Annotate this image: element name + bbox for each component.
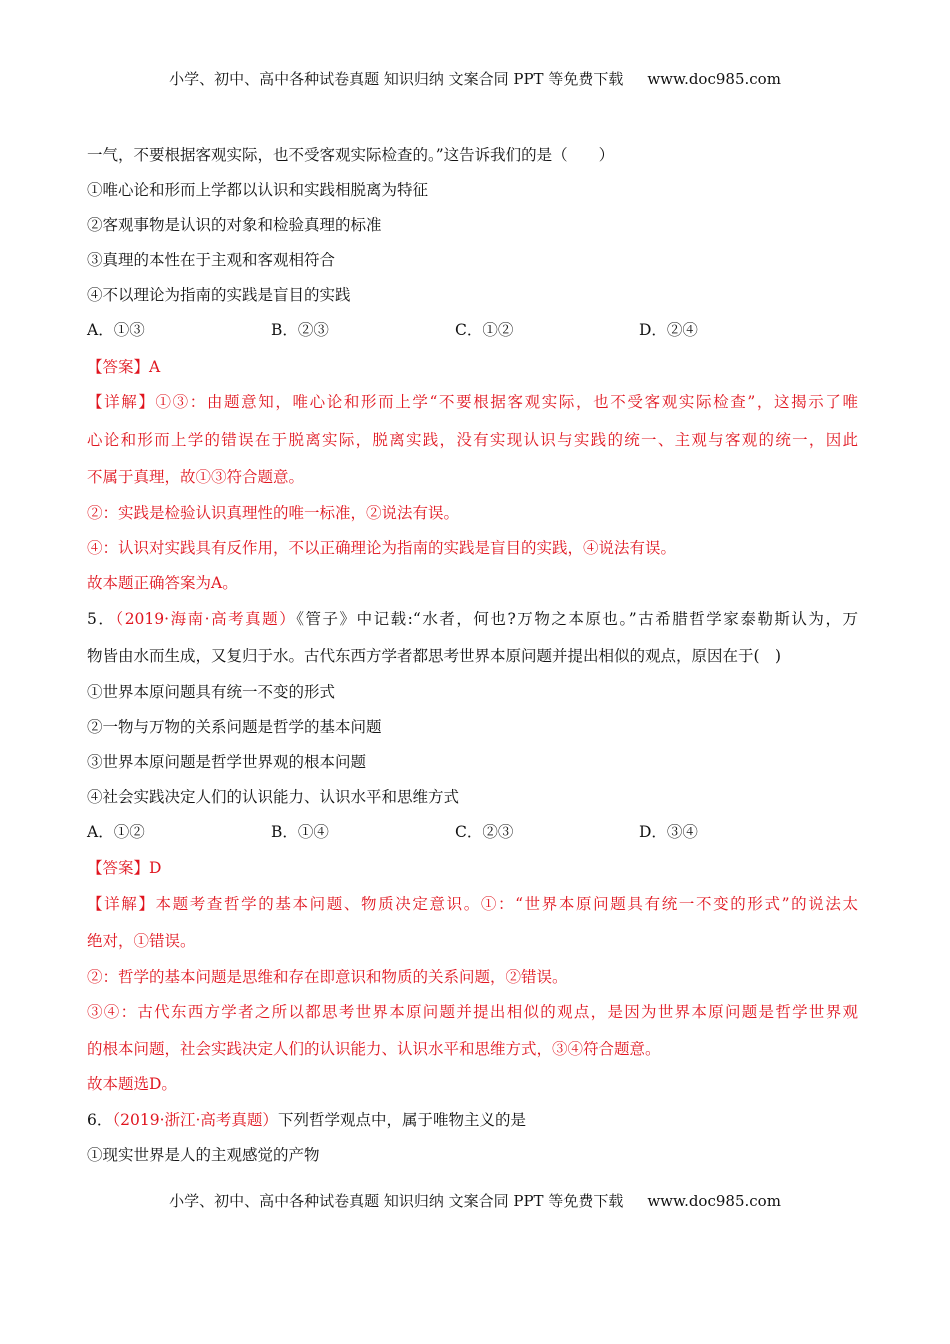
- footer-link[interactable]: www.doc985.com: [647, 1192, 781, 1210]
- q4-detail: ④：认识对实践具有反作用，不以正确理论为指南的实践是盲目的实践，④说法有误。: [87, 539, 677, 557]
- q4-detail: 心论和形而上学的错误在于脱离实际，脱离实践，没有实现认识与实践的统一、主观与客观的统一，因此: [87, 431, 858, 449]
- q4-options: [87, 319, 858, 341]
- option-a: A．①②: [87, 823, 145, 841]
- q5-item: ①世界本原问题具有统一不变的形式: [87, 683, 336, 701]
- q5-detail: ③④：古代东西方学者之所以都思考世界本原问题并提出相似的观点，是因为世界本原问题是哲学世界观: [87, 1003, 858, 1021]
- option-a: A．①③: [87, 321, 145, 339]
- q6-source: （2019·浙江·高考真题）: [112, 1111, 278, 1129]
- option-d: D．③④: [639, 823, 698, 841]
- q5-detail: 【详解】本题考查哲学的基本问题、物质决定意识。①：“世界本原问题具有统一不变的形式”的说法太: [87, 895, 858, 913]
- q5-source: （2019·海南·高考真题）: [115, 610, 297, 628]
- q5-detail: 绝对，①错误。: [87, 932, 196, 950]
- q4-item: ②客观事物是认识的对象和检验真理的标准: [87, 216, 382, 234]
- q5-item: ②一物与万物的关系问题是哲学的基本问题: [87, 718, 382, 736]
- q5-options: [87, 821, 858, 843]
- q4-answer: 【答案】A: [87, 358, 161, 376]
- q6-number: 6．: [87, 1111, 113, 1129]
- q6-stem-text: 下列哲学观点中，属于唯物主义的是: [277, 1111, 526, 1129]
- q5-detail: 的根本问题，社会实践决定人们的认识能力、认识水平和思维方式，③④符合题意。: [87, 1040, 661, 1058]
- q5-stem: 物皆由水而生成，又复归于水。古代东西方学者都思考世界本原问题并提出相似的观点，原因在于( ): [87, 647, 782, 665]
- q6-stem: [87, 1109, 858, 1131]
- q4-detail: 【详解】①③：由题意知，唯心论和形而上学“不要根据客观实际，也不受客观实际检查”，这揭示了唯: [87, 393, 858, 411]
- option-d: D．②④: [639, 321, 698, 339]
- q4-detail: ②：实践是检验认识真理性的唯一标准，②说法有误。: [87, 504, 460, 522]
- header-link[interactable]: www.doc985.com: [647, 70, 781, 88]
- q4-item: ④不以理论为指南的实践是盲目的实践: [87, 286, 351, 304]
- page-footer: [0, 1190, 950, 1211]
- option-c: C．②③: [455, 823, 514, 841]
- q5-detail: ②：哲学的基本问题是思维和存在即意识和物质的关系问题，②错误。: [87, 968, 568, 986]
- option-c: C．①②: [455, 321, 514, 339]
- q4-item: ③真理的本性在于主观和客观相符合: [87, 251, 336, 269]
- q5-answer: 【答案】D: [87, 859, 162, 877]
- page-header: [0, 68, 950, 89]
- q4-detail: 故本题正确答案为A。: [87, 574, 238, 592]
- q5-item: ③世界本原问题是哲学世界观的根本问题: [87, 753, 367, 771]
- q6-item: ①现实世界是人的主观感觉的产物: [87, 1146, 320, 1164]
- q5-number: 5．: [87, 610, 116, 628]
- option-b: B．①④: [271, 823, 329, 841]
- header-text: 小学、初中、高中各种试卷真题 知识归纳 文案合同 PPT 等免费下载: [169, 70, 624, 88]
- q5-stem: [87, 608, 858, 630]
- q5-stem-text: 《管子》中记载:“水者，何也?万物之本原也。”古希腊哲学家泰勒斯认为，万: [296, 610, 858, 628]
- q5-detail: 故本题选D。: [87, 1075, 177, 1093]
- q4-stem: 一气，不要根据客观实际，也不受客观实际检查的。”这告诉我们的是（ ）: [87, 146, 615, 164]
- q4-item: ①唯心论和形而上学都以认识和实践相脱离为特征: [87, 181, 429, 199]
- option-b: B．②③: [271, 321, 329, 339]
- q4-detail: 不属于真理，故①③符合题意。: [87, 468, 305, 486]
- q5-item: ④社会实践决定人们的认识能力、认识水平和思维方式: [87, 788, 460, 806]
- footer-text: 小学、初中、高中各种试卷真题 知识归纳 文案合同 PPT 等免费下载: [169, 1192, 624, 1210]
